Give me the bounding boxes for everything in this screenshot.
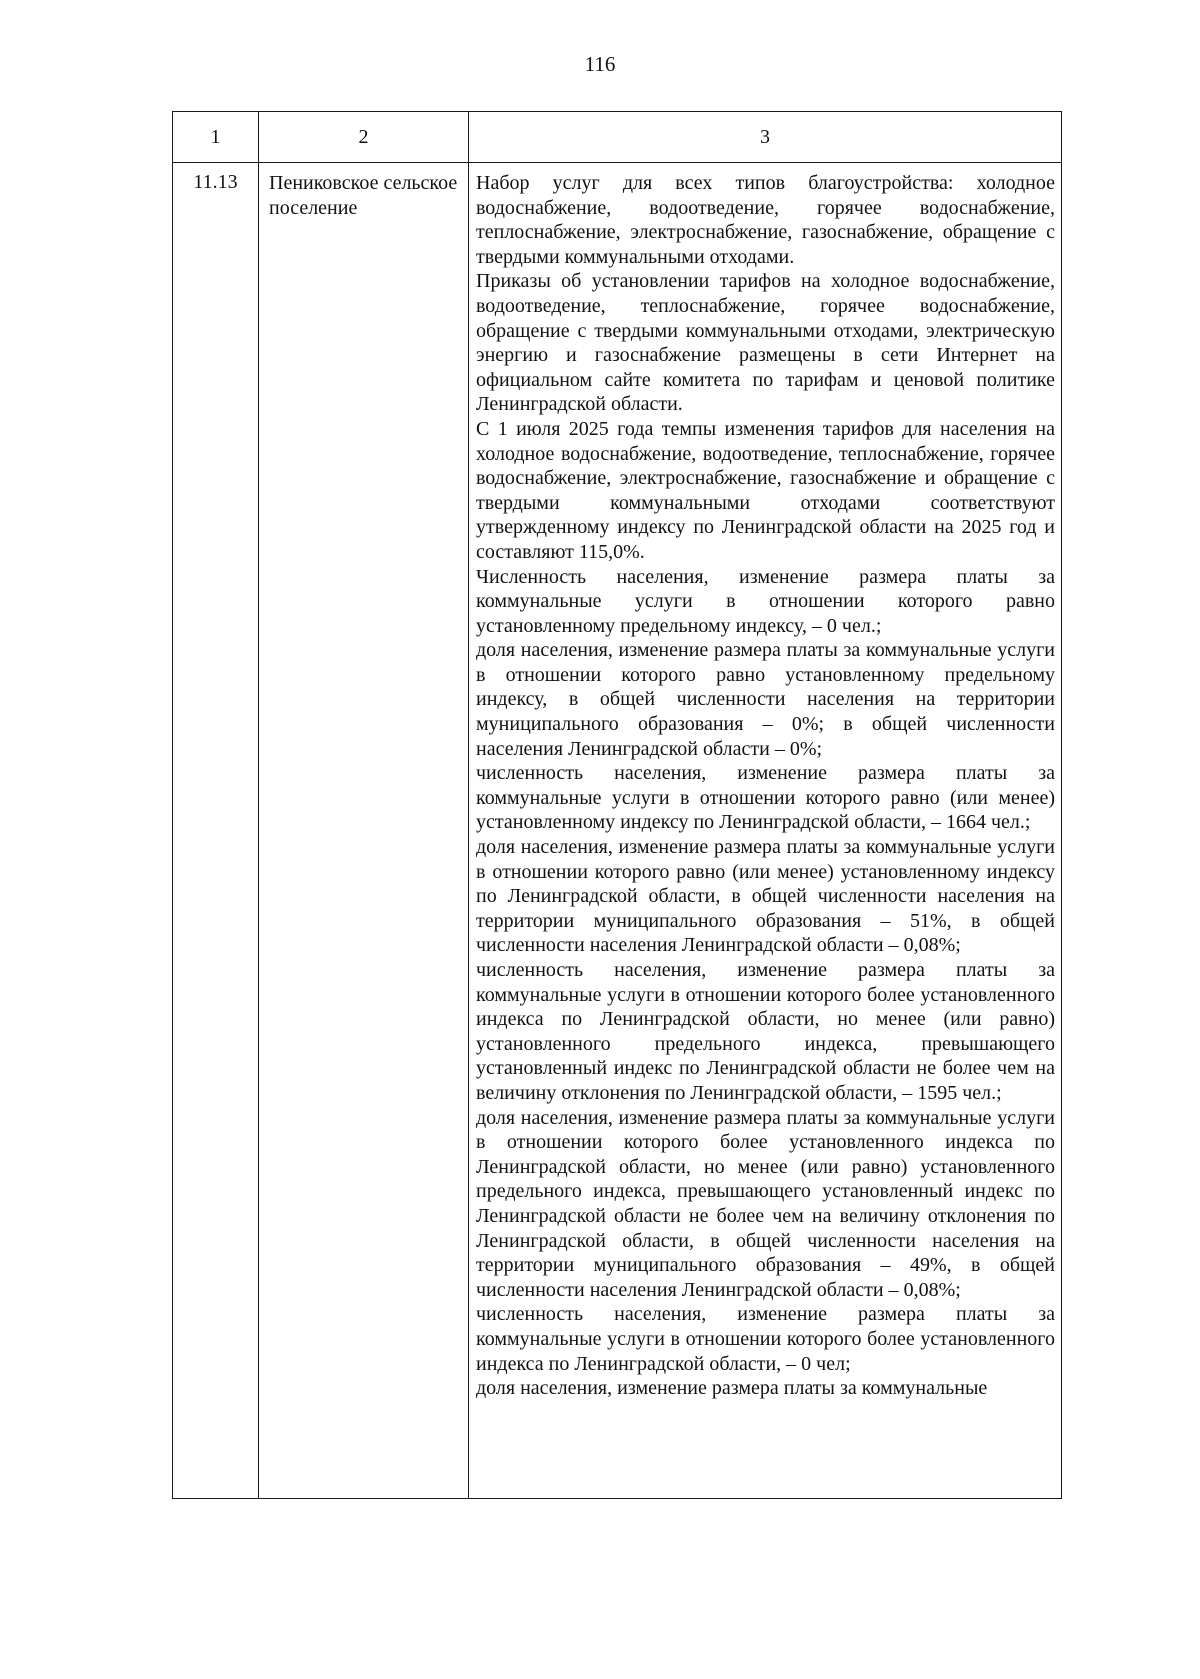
- settlement-name: Пениковское сельское поселение: [259, 163, 469, 1499]
- paragraph-share-above-index: доля населения, изменение размера платы за коммунальные услуги в отношении которого более установленного индекса по Ленинградской области, но менее (или равно) установленного предельного индекса, превышающего установленный индекс по Ленинградской области не более чем на величину отклонения по Ленинградской области, в общей численности населения на территории муниципального образования – 49%, в общей численности населения Ленинградской области – 0,08%;: [476, 1106, 1055, 1301]
- row-number: 11.13: [173, 163, 259, 1499]
- table-row: [173, 163, 1062, 1499]
- tariff-table: [172, 111, 1062, 1499]
- table-header-row: [173, 112, 1062, 163]
- paragraph-population-over: численность населения, изменение размера платы за коммунальные услуги в отношении которого более установленного индекса по Ленинградской области, – 0 чел;: [476, 1303, 1055, 1375]
- column-header-3: 3: [469, 112, 1062, 163]
- paragraph-population-index: численность населения, изменение размера платы за коммунальные услуги в отношении которого равно (или менее) установленному индексу по Ленинградской области, – 1664 чел.;: [476, 762, 1055, 834]
- paragraph-tariff-rates: С 1 июля 2025 года темпы изменения тарифов для населения на холодное водоснабжение, водоотведение, теплоснабжение, горячее водоснабжение, электроснабжение, газоснабжение и обращение с твердыми коммунальными отходами соответствуют утвержденному индексу по Ленинградской области на 2025 год и составляют 115,0%.: [476, 417, 1055, 563]
- page-number: 116: [584, 52, 616, 76]
- tariff-description: [469, 163, 1062, 1499]
- paragraph-share-over: доля населения, изменение размера платы за коммунальные: [476, 1377, 988, 1400]
- paragraph-share-limit: доля населения, изменение размера платы за коммунальные услуги в отношении которого равно установленному предельному индексу, в общей численности населения на территории муниципального образования – 0%; в общей численности населения Ленинградской области – 0%;: [476, 639, 1055, 760]
- paragraph-orders: Приказы об установлении тарифов на холодное водоснабжение, водоотведение, теплоснабжение, горячее водоснабжение, обращение с твердыми коммунальными отходами, электрическую энергию и газоснабжение размещены в сети Интернет на официальном сайте комитета по тарифам и ценовой политике Ленинградской области.: [476, 270, 1055, 416]
- paragraph-services: Набор услуг для всех типов благоустройства: холодное водоснабжение, водоотведение, горячее водоснабжение, теплоснабжение, электроснабжение, газоснабжение, обращение с твердыми коммунальными отходами.: [476, 172, 1055, 268]
- column-header-1: 1: [173, 112, 259, 163]
- paragraph-population-above-index: численность населения, изменение размера платы за коммунальные услуги в отношении которого более установленного индекса по Ленинградской области, но менее (или равно) установленного предельного индекса, превышающего установленный индекс по Ленинградской области не более чем на величину отклонения по Ленинградской области, – 1595 чел.;: [476, 959, 1055, 1104]
- paragraph-population-limit: Численность населения, изменение размера платы за коммунальные услуги в отношении которого равно установленному предельному индексу, – 0 чел.;: [476, 565, 1055, 637]
- column-header-2: 2: [259, 112, 469, 163]
- paragraph-share-index: доля населения, изменение размера платы за коммунальные услуги в отношении которого равно (или менее) установленному индексу по Ленинградской области, в общей численности населения на территории муниципального образования – 51%, в общей численности населения Ленинградской области – 0,08%;: [476, 836, 1055, 957]
